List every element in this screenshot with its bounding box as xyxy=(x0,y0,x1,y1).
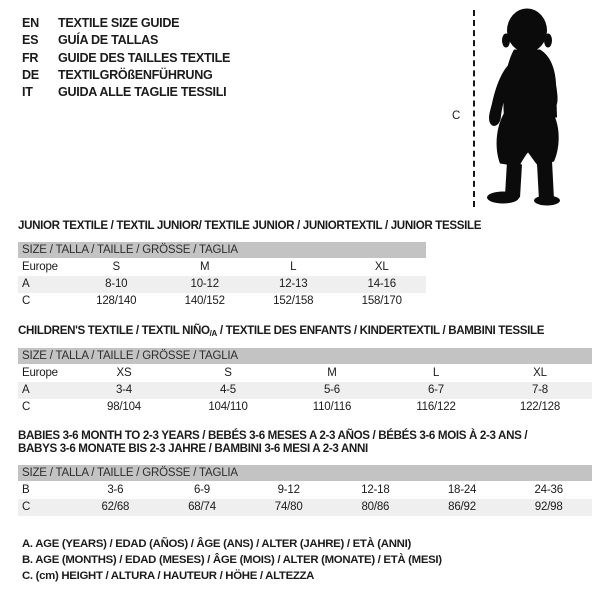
table-cell: M xyxy=(200,261,210,273)
table-cell: 6-9 xyxy=(193,484,211,496)
table-cell: 12-13 xyxy=(279,278,308,290)
row-label: C xyxy=(22,401,31,413)
table-cell: 4-5 xyxy=(219,384,237,396)
language-code: ES xyxy=(22,33,39,48)
table-cell: 9-12 xyxy=(277,484,300,496)
footnote-a: A. AGE (YEARS) / EDAD (AÑOS) / ÂGE (ANS) / ALTER (JAHRE) / ETÀ (ANNI) xyxy=(22,538,411,550)
row-label: Europe xyxy=(22,261,58,273)
table-cell: 104/110 xyxy=(208,401,248,413)
row-label: Europe xyxy=(22,367,58,379)
language-title: GUÍA DE TALLAS xyxy=(58,33,159,48)
table-cell: 92/98 xyxy=(534,501,563,513)
children-textile-section xyxy=(18,324,592,416)
table-row xyxy=(18,276,426,293)
language-row xyxy=(22,84,230,101)
table-cell: 128/140 xyxy=(96,295,137,307)
language-code: IT xyxy=(22,85,33,100)
table-cell: 3-4 xyxy=(115,384,133,396)
table-cell: 122/128 xyxy=(519,401,561,413)
footnotes xyxy=(22,536,442,585)
table-title xyxy=(18,219,482,232)
table-row xyxy=(18,259,426,276)
table-cell: 62/68 xyxy=(101,501,130,513)
table-cell: XL xyxy=(533,367,547,379)
language-row xyxy=(22,50,230,67)
table-cell: 152/158 xyxy=(273,295,314,307)
table-cell: 116/122 xyxy=(416,401,456,413)
table-title-text: CHILDREN'S TEXTILE / TEXTIL NIÑO xyxy=(18,324,210,337)
row-label: C xyxy=(22,295,31,307)
table-cell: XL xyxy=(374,261,389,273)
language-title: TEXTILGRÖßENFÜHRUNG xyxy=(58,67,213,82)
table-cell: 18-24 xyxy=(447,484,477,496)
table-title-text: JUNIOR TEXTILE / TEXTIL JUNIOR/ TEXTILE JUNIOR / JUNIORTEXTIL / JUNIOR TESSILE xyxy=(18,219,482,232)
size-header-bar: SIZE / TALLA / TAILLE / GRÖSSE / TAGLIA xyxy=(18,348,592,364)
language-row xyxy=(22,15,230,32)
height-measure-dashed-line xyxy=(473,10,475,207)
table-cell: 7-8 xyxy=(531,384,549,396)
table-cell: 110/116 xyxy=(312,401,352,413)
footnote-c: C. (cm) HEIGHT / ALTURA / HAUTEUR / HÖHE / ALTEZZA xyxy=(22,570,315,583)
table-title-subscript: /A xyxy=(209,329,217,338)
table-cell: XS xyxy=(116,367,132,379)
table-cell: 8-10 xyxy=(105,278,128,290)
language-title: TEXTILE SIZE GUIDE xyxy=(58,16,180,30)
table-title xyxy=(18,324,592,338)
table-cell: 68/74 xyxy=(188,501,216,513)
table-cell: 3-6 xyxy=(107,484,124,496)
table-row xyxy=(18,399,592,416)
table-cell: L xyxy=(432,367,440,379)
babies-textile-section xyxy=(18,429,592,516)
table-title-line: BABIES 3-6 MONTH TO 2-3 YEARS / BEBÉS 3-6 MESES A 2-3 AÑOS / BÉBÉS 3-6 MOIS À 2-3 ANS / xyxy=(18,429,528,442)
table-row xyxy=(18,499,592,516)
table-cell: S xyxy=(112,261,120,273)
language-title: GUIDE DES TAILLES TEXTILE xyxy=(58,50,231,65)
language-list xyxy=(22,15,230,101)
language-title: GUIDA ALLE TAGLIE TESSILI xyxy=(58,85,227,100)
table-title-line: BABYS 3-6 MONATE BIS 2-3 JAHRE / BAMBINI 3-6 MESI A 2-3 ANNI xyxy=(18,442,368,455)
table-cell: 158/170 xyxy=(361,295,402,307)
language-code: EN xyxy=(22,16,39,30)
toddler-silhouette-icon xyxy=(482,5,574,206)
row-label: B xyxy=(22,484,30,496)
table-title xyxy=(18,429,592,455)
table-row xyxy=(18,365,592,382)
language-row xyxy=(22,32,230,49)
table-cell: 5-6 xyxy=(323,384,341,396)
table-row xyxy=(18,382,592,399)
measure-c-label: C xyxy=(452,110,461,122)
table-cell: 24-36 xyxy=(534,484,563,496)
language-code: DE xyxy=(22,67,39,82)
size-header-bar: SIZE / TALLA / TAILLE / GRÖSSE / TAGLIA xyxy=(18,465,592,481)
language-code: FR xyxy=(22,50,39,65)
table-row xyxy=(18,293,426,310)
table-cell: 10-12 xyxy=(190,278,219,290)
size-header-bar: SIZE / TALLA / TAILLE / GRÖSSE / TAGLIA xyxy=(18,242,426,258)
table-cell: S xyxy=(224,367,232,379)
table-cell: M xyxy=(327,367,337,379)
table-cell: 74/80 xyxy=(274,501,303,513)
table-cell: 86/92 xyxy=(448,501,476,513)
table-cell: 80/86 xyxy=(361,501,390,513)
table-title-text: / TEXTILE DES ENFANTS / KINDERTEXTIL / BAMBINI TESSILE xyxy=(216,324,545,337)
row-label: A xyxy=(22,384,30,396)
junior-textile-section xyxy=(18,219,482,310)
row-label: C xyxy=(22,501,31,513)
language-row xyxy=(22,67,230,84)
row-label: A xyxy=(22,278,30,290)
table-cell: L xyxy=(290,261,297,273)
table-cell: 6-7 xyxy=(427,384,445,396)
table-cell: 98/104 xyxy=(107,401,141,413)
table-cell: 12-18 xyxy=(361,484,390,496)
table-cell: 14-16 xyxy=(367,278,396,290)
table-row xyxy=(18,482,592,499)
footnote-b: B. AGE (MONTHS) / EDAD (MESES) / ÂGE (MOIS) / ALTER (MONATE) / ETÀ (MESI) xyxy=(22,554,442,567)
table-cell: 140/152 xyxy=(184,295,225,307)
